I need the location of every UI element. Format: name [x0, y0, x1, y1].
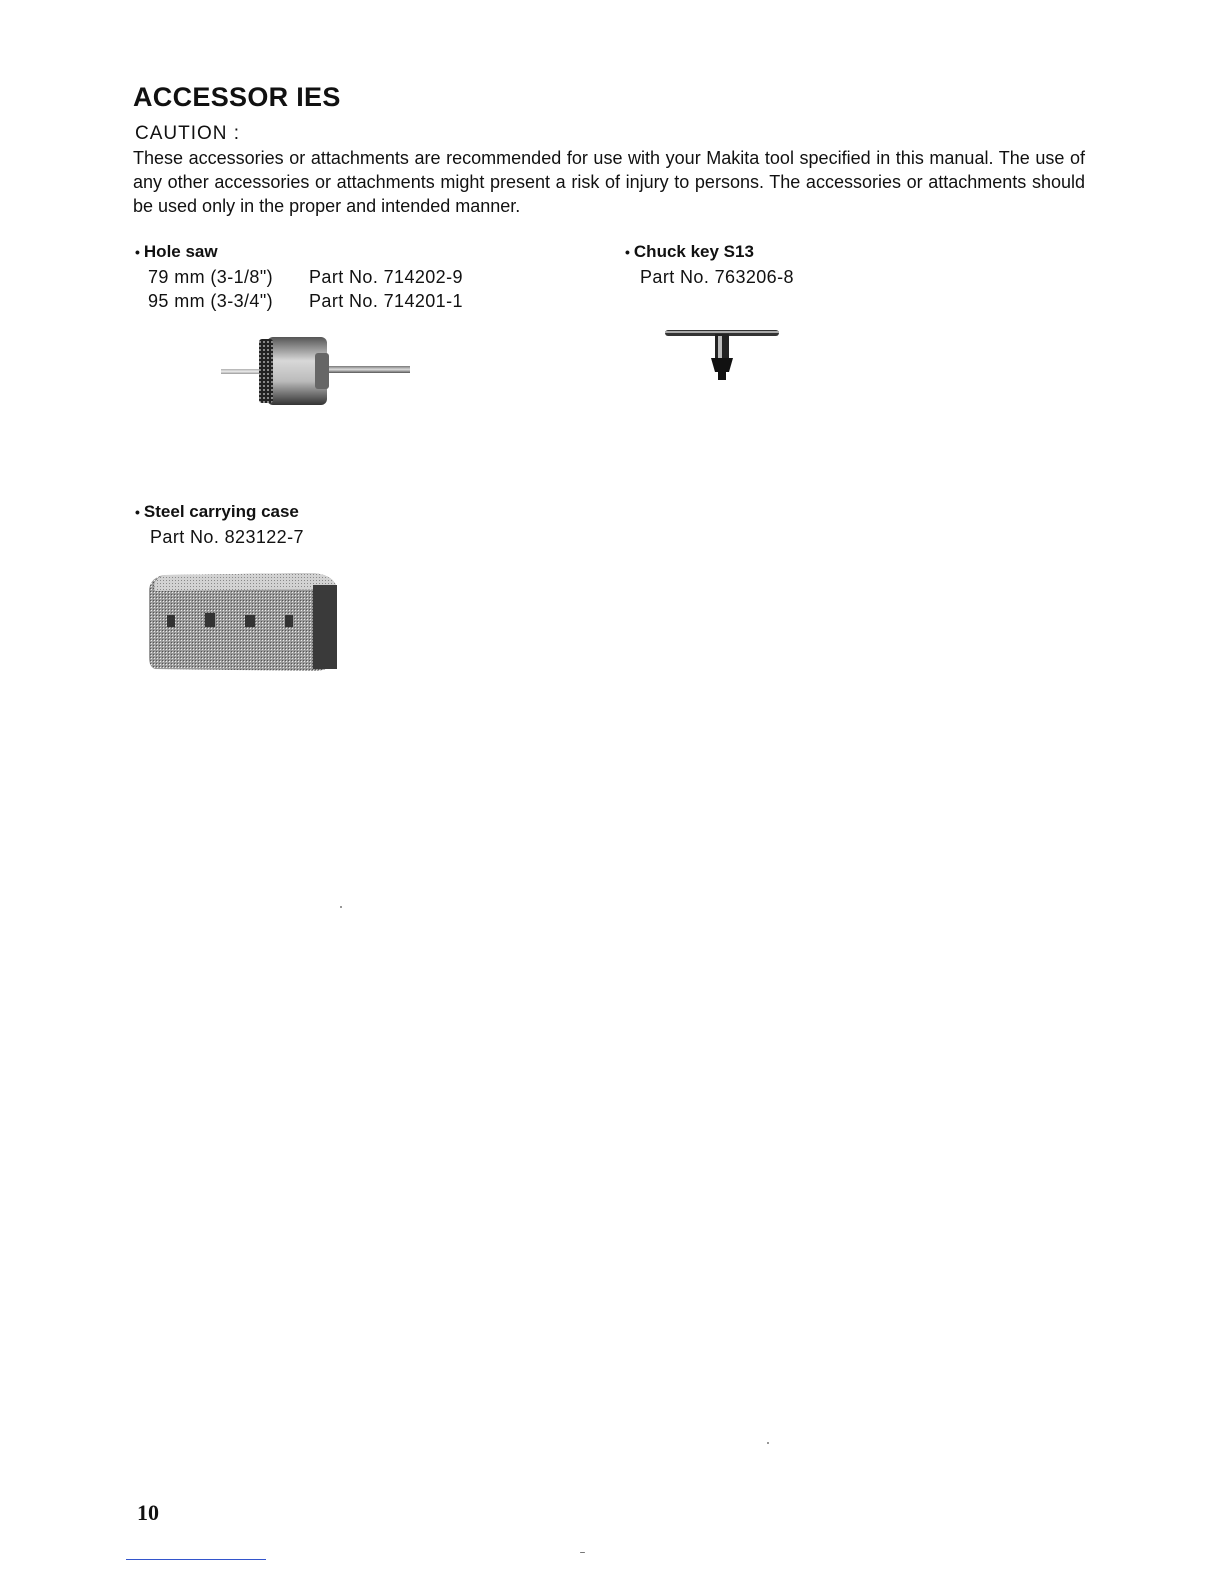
- scan-speck: [580, 1552, 585, 1553]
- carrying-case-part: Part No. 823122-7: [150, 527, 304, 547]
- bullet-icon: •: [625, 244, 630, 260]
- hole-saw-size-1: 79 mm (3-1/8"): [148, 267, 274, 287]
- hole-saw-part-1: Part No. 714202-9: [309, 267, 463, 287]
- steel-case-illustration-icon: [145, 565, 345, 675]
- footer-rule: [126, 1559, 266, 1560]
- chuck-key-illustration-icon: [663, 320, 783, 384]
- hole-saw-size-2: 95 mm (3-3/4"): [148, 291, 274, 311]
- caution-label: CAUTION :: [135, 123, 241, 144]
- carrying-case-name: Steel carrying case: [143, 502, 299, 521]
- hole-saw-part-2: Part No. 714201-1: [309, 291, 463, 311]
- bullet-icon: •: [135, 244, 140, 260]
- chuck-key-name: Chuck key S13: [633, 242, 754, 261]
- carrying-case-heading: [135, 502, 299, 522]
- bullet-icon: •: [135, 504, 140, 520]
- hole-saw-heading: [135, 242, 218, 262]
- chuck-key-heading: [625, 242, 754, 262]
- hole-saw-name: Hole saw: [143, 242, 218, 261]
- hole-saw-illustration-icon: [215, 325, 415, 415]
- section-title: ACCESSOR IES: [133, 82, 341, 112]
- caution-paragraph: These accessories or attachments are recommended for use with your Makita tool specified in this manual. The use of any other accessories or attachments might present a risk of injury to persons. The accessories or attachments should be used only in the proper and intended manner.: [133, 148, 1085, 216]
- page-number: 10: [137, 1500, 159, 1525]
- scan-speck: [767, 1442, 769, 1444]
- chuck-key-part: Part No. 763206-8: [640, 267, 794, 287]
- scan-speck: [340, 906, 342, 908]
